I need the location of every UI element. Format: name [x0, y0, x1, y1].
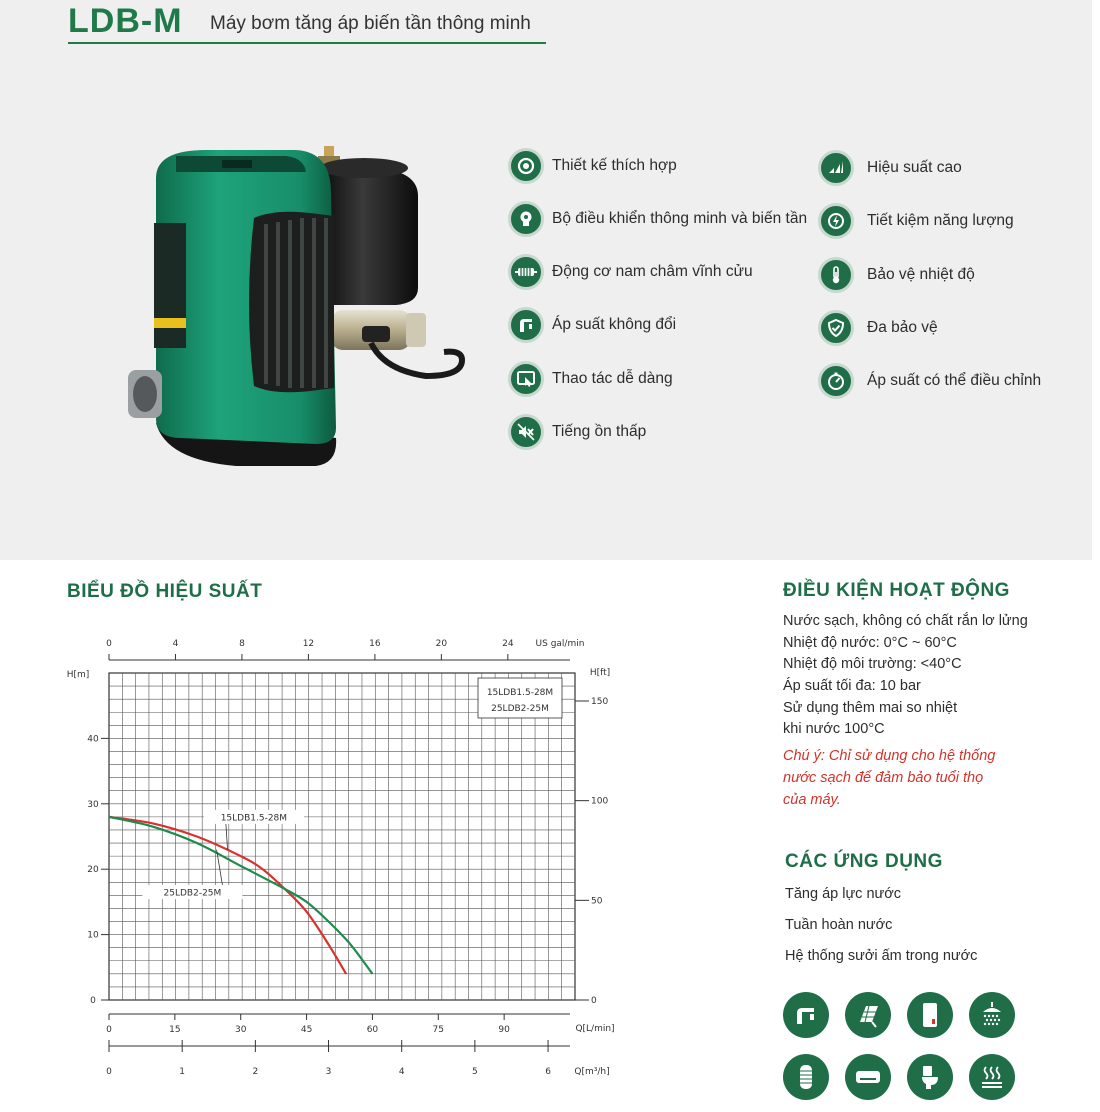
feature-label: Bộ điều khiển thông minh và biến tần: [552, 210, 808, 227]
floor-heating-icon: [969, 1054, 1015, 1100]
feature-label: Áp suất không đổi: [552, 316, 677, 333]
top-axis-label: US gal/min: [535, 639, 585, 649]
performance-chart: [60, 630, 630, 1090]
application-item: Tuần hoàn nước: [785, 917, 893, 933]
top-tick-label: 4: [172, 639, 179, 649]
annotation-label: 15LDB1.5-28M: [220, 813, 288, 824]
mute-speaker-icon: [508, 414, 544, 450]
top-tick-label: 8: [239, 639, 245, 649]
bottom2-tick-label: 1: [179, 1067, 186, 1077]
x-tick-label: 75: [432, 1025, 445, 1035]
model-name: LDB-M: [68, 2, 183, 40]
condition-line: Nhiệt độ nước: 0°C ~ 60°C: [783, 635, 957, 651]
power-saving-icon: [818, 203, 854, 239]
right-axis-label: H[ft]: [589, 668, 611, 678]
warning-note-line: của máy.: [783, 792, 841, 808]
condition-line: Áp suất tối đa: 10 bar: [783, 678, 921, 694]
motor-coil-icon: [508, 254, 544, 290]
right-border: [1092, 0, 1100, 1112]
feature-label: Thao tác dễ dàng: [552, 370, 673, 387]
applications-title: CÁC ỨNG DỤNG: [785, 851, 943, 872]
bottom2-tick-label: 3: [325, 1067, 332, 1077]
bottom2-tick-label: 5: [472, 1067, 478, 1077]
bottom2-tick-label: 6: [545, 1067, 551, 1077]
feature-label: Thiết kế thích hợp: [552, 157, 677, 174]
boiler-tank-icon: [783, 1054, 829, 1100]
feature-motor: [508, 253, 753, 291]
shape-icon: [508, 148, 544, 184]
right-tick-label: 100: [591, 796, 609, 807]
condition-line: khi nước 100°C: [783, 721, 885, 737]
feature-low-noise: [508, 413, 646, 451]
x-axis-label: Q[L/min]: [575, 1024, 615, 1034]
signal-bars-icon: [818, 150, 854, 186]
brain-icon: [508, 201, 544, 237]
top-tick-label: 16: [369, 639, 381, 649]
feature-label: Bảo vệ nhiệt độ: [867, 266, 975, 283]
top-tick-label: 12: [302, 639, 315, 649]
shield-check-icon: [818, 310, 854, 346]
product-subtitle: Máy bơm tăng áp biến tần thông minh: [210, 13, 531, 34]
condition-line: Nước sạch, không có chất rắn lơ lửng: [783, 613, 1028, 629]
legend-entry: 15LDB1.5-28M: [486, 688, 554, 698]
x-tick-label: 90: [498, 1025, 510, 1035]
pump-illustration: [126, 138, 466, 468]
y-tick-label: 0: [90, 996, 96, 1006]
feature-label: Hiệu suất cao: [867, 159, 962, 176]
top-tick-label: 0: [106, 639, 112, 649]
touch-screen-icon: [508, 361, 544, 397]
application-item: Tăng áp lực nước: [785, 886, 901, 902]
x-tick-label: 60: [366, 1025, 379, 1035]
condition-line: Nhiệt độ môi trường: <40°C: [783, 656, 962, 672]
chart-legend: [478, 678, 562, 718]
feature-label: Tiết kiệm năng lượng: [867, 212, 1014, 229]
right-tick-label: 150: [591, 696, 609, 707]
legend-entry: 25LDB2-25M: [491, 704, 549, 714]
shower-icon: [969, 992, 1015, 1038]
bottom2-tick-label: 4: [398, 1067, 405, 1077]
x-tick-label: 30: [234, 1025, 247, 1035]
right-tick-label: 50: [591, 896, 603, 907]
feature-label: Động cơ nam châm vĩnh cửu: [552, 263, 753, 280]
thermometer-icon: [818, 257, 854, 293]
bottom2-axis-label: Q[m³/h]: [574, 1067, 610, 1077]
x-tick-label: 15: [169, 1025, 181, 1035]
top-tick-label: 20: [435, 639, 448, 649]
application-item: Hệ thống sưởi ấm trong nước: [785, 948, 978, 964]
x-tick-label: 0: [106, 1025, 112, 1035]
y-tick-label: 40: [87, 734, 99, 745]
condition-line: Sử dụng thêm mai so nhiệt: [783, 700, 958, 716]
feature-multi-protection: [818, 309, 938, 347]
y-axis-label: H[m]: [66, 670, 90, 680]
feature-design: [508, 147, 677, 185]
wall-heater-icon: [845, 1054, 891, 1100]
feature-adjustable-pressure: [818, 362, 1041, 400]
x-tick-label: 45: [300, 1025, 313, 1035]
conditions-title: ĐIỀU KIỆN HOẠT ĐỘNG: [783, 580, 1010, 601]
water-heater-icon: [907, 992, 953, 1038]
right-tick-label: 0: [591, 996, 597, 1006]
y-tick-label: 10: [87, 930, 99, 941]
warning-note-line: Chú ý: Chỉ sử dụng cho hệ thống: [783, 748, 996, 764]
solar-panel-icon: [845, 992, 891, 1038]
toilet-icon: [907, 1054, 953, 1100]
header: [68, 2, 546, 44]
y-tick-label: 30: [87, 799, 99, 810]
bottom2-tick-label: 0: [106, 1067, 112, 1077]
feature-temperature-protection: [818, 256, 975, 294]
feature-easy-operation: [508, 360, 673, 398]
faucet-icon: [783, 992, 829, 1038]
chart-section-title: BIỂU ĐỒ HIỆU SUẤT: [67, 581, 263, 602]
feature-label: Áp suất có thể điều chỉnh: [867, 372, 1042, 389]
top-tick-label: 24: [502, 639, 514, 649]
feature-label: Đa bảo vệ: [867, 319, 938, 336]
feature-controller: [508, 200, 807, 238]
feature-label: Tiếng ồn thấp: [552, 423, 647, 440]
faucet-icon: [508, 307, 544, 343]
warning-note-line: nước sạch để đảm bảo tuổi thọ: [783, 770, 984, 786]
feature-energy-saving: [818, 202, 1014, 240]
feature-constant-pressure: [508, 306, 676, 344]
gauge-icon: [818, 363, 854, 399]
bottom2-tick-label: 2: [252, 1067, 259, 1077]
y-tick-label: 20: [87, 865, 99, 876]
feature-high-efficiency: [818, 149, 962, 187]
annotation-label: 25LDB2-25M: [163, 888, 222, 899]
